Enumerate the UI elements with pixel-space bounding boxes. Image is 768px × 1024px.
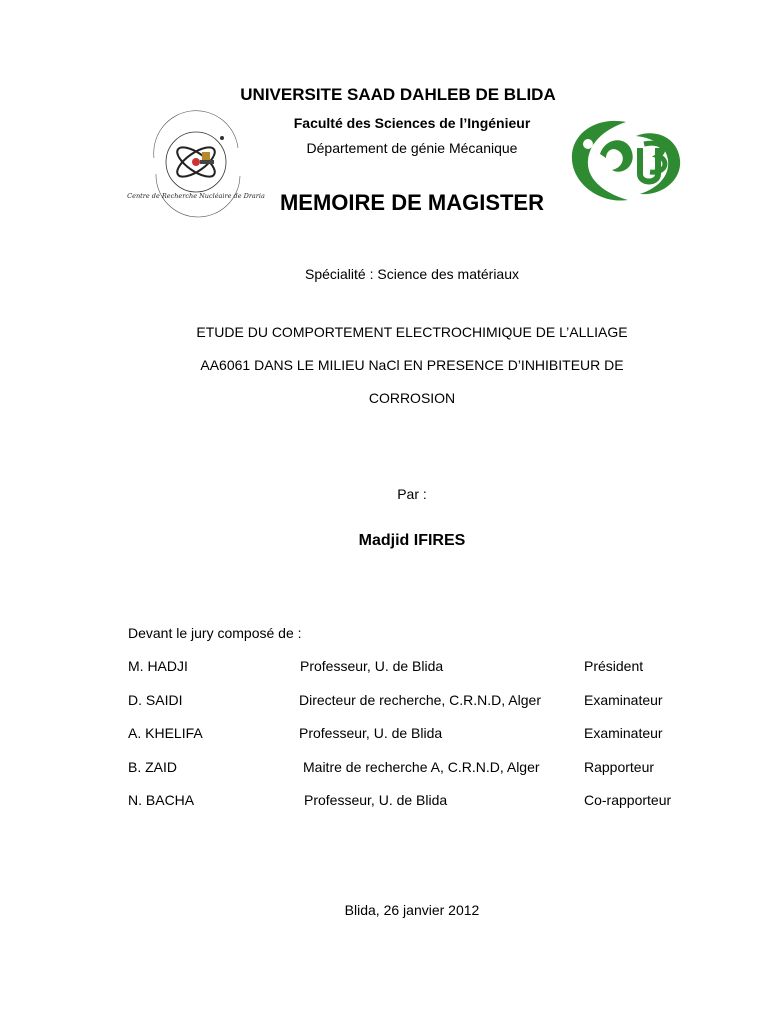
jury-member-name: A. KHELIFA	[128, 725, 203, 741]
jury-member	[128, 784, 728, 818]
thesis-title-line: AA6061 DANS LE MILIEU NaCl EN PRESENCE D’INHIBITEUR DE	[200, 357, 624, 373]
par-label: Par :	[397, 486, 427, 502]
jury-member-role: Président	[584, 658, 644, 674]
document-title: MEMOIRE DE MAGISTER	[279, 190, 544, 215]
jury-member	[128, 751, 728, 785]
thesis-title-line: CORROSION	[368, 390, 456, 406]
jury-member-role: Examinateur	[584, 725, 663, 741]
jury-member-title: Professeur, U. de Blida	[299, 725, 443, 741]
department-name: Département de génie Mécanique	[306, 140, 518, 156]
jury-member-title: Directeur de recherche, C.R.N.D, Alger	[299, 691, 541, 708]
jury-member-name: D. SAIDI	[128, 691, 183, 708]
thesis-title	[0, 316, 768, 415]
jury-member-role: Rapporteur	[584, 758, 655, 775]
jury-member-name: N. BACHA	[128, 792, 195, 808]
jury-member-role: Examinateur	[584, 691, 663, 708]
jury-member	[128, 650, 728, 684]
place-date: Blida, 26 janvier 2012	[344, 902, 480, 918]
jury-member	[128, 684, 728, 718]
jury-member-title: Maitre de recherche A, C.R.N.D, Alger	[303, 758, 540, 775]
jury-member-role: Co-rapporteur	[584, 792, 672, 808]
seal-text: Centre de Recherche Nucléaire de Draria	[127, 192, 265, 200]
jury-list	[128, 650, 728, 818]
jury-member-title: Professeur, U. de Blida	[304, 792, 448, 808]
author-name: Madjid IFIRES	[358, 532, 466, 549]
faculty-name: Faculté des Sciences de l’Ingénieur	[293, 115, 531, 131]
jury-member-name: B. ZAID	[128, 758, 178, 775]
university-name: UNIVERSITE SAAD DAHLEB DE BLIDA	[240, 85, 556, 104]
thesis-title-line: ETUDE DU COMPORTEMENT ELECTROCHIMIQUE DE L’ALLIAGE	[196, 324, 628, 340]
specialite-line: Spécialité : Science des matériaux	[305, 266, 519, 282]
jury-member	[128, 717, 728, 751]
jury-member-title: Professeur, U. de Blida	[300, 658, 444, 674]
jury-intro: Devant le jury composé de :	[128, 625, 302, 641]
jury-member-name: M. HADJI	[128, 658, 188, 674]
